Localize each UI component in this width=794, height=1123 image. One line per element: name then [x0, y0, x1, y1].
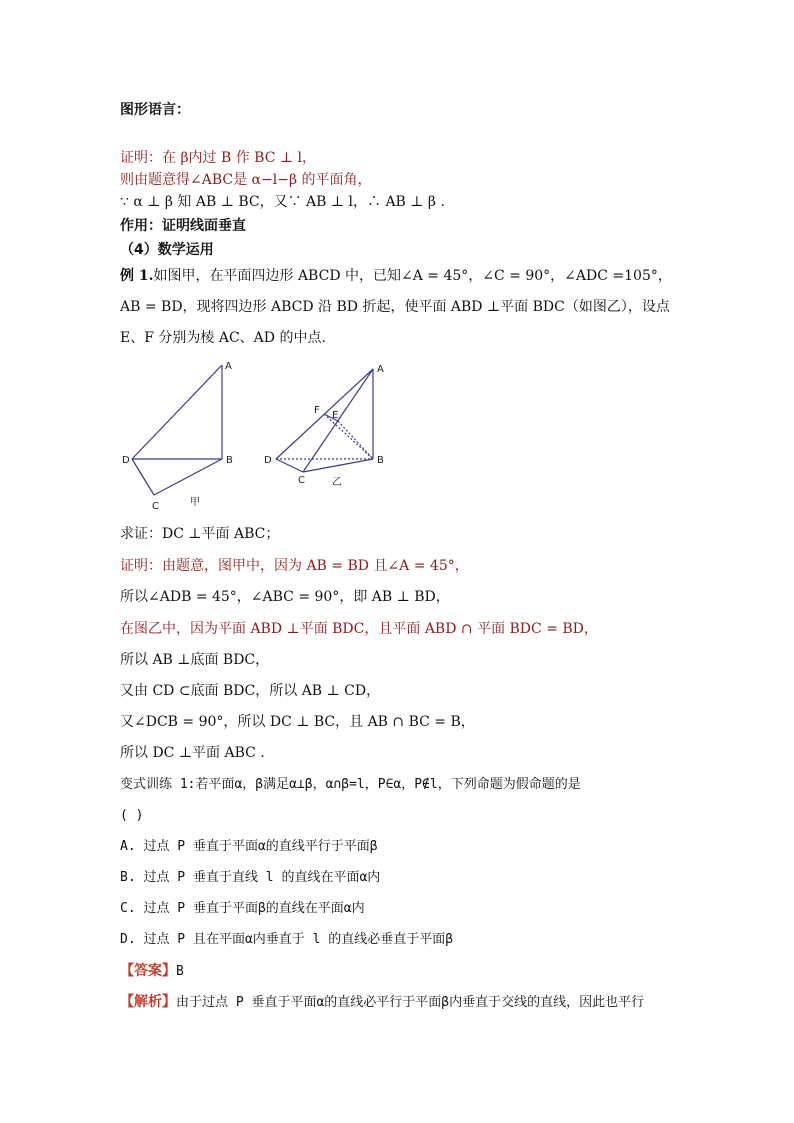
segment-ad-left — [132, 365, 222, 459]
caption-jia: 甲 — [190, 497, 200, 508]
label-a-left: A — [225, 361, 232, 372]
section-title-math-application: （4）数学运用 — [120, 242, 214, 258]
caption-yi: 乙 — [332, 477, 342, 488]
proof-a-line-2: 则由题意得∠ABC是 α−l−β 的平面角， — [120, 172, 372, 188]
segment-eb-right-hidden — [338, 421, 373, 459]
segment-cb-left — [154, 459, 222, 495]
figure-jia — [132, 365, 222, 495]
proof-a-line-3: ∵ α ⊥ β 知 AB ⊥ BC，又∵ AB ⊥ l，∴ AB ⊥ β . — [120, 194, 445, 210]
label-c-right: C — [298, 475, 305, 486]
option-b: B. 过点 P 垂直于直线 l 的直线在平面α内 — [120, 870, 381, 885]
example-line-1 — [120, 266, 672, 286]
label-b-right: B — [377, 455, 384, 466]
answer-value: B — [176, 964, 184, 979]
label-d-left: D — [122, 455, 130, 466]
proof-b-line-5: 又由 CD ⊂底面 BDC，所以 AB ⊥ CD， — [120, 683, 381, 699]
segment-cb-right — [303, 459, 373, 472]
option-a: A. 过点 P 垂直于平面α的直线平行于平面β — [120, 839, 378, 854]
label-e-right: E — [332, 410, 339, 421]
label-b-left: B — [226, 455, 233, 466]
segment-dc-right — [276, 459, 303, 472]
geometry-figure — [110, 355, 410, 515]
figure-yi — [276, 369, 373, 472]
analysis-line — [120, 992, 644, 1013]
analysis-text: 由于过点 P 垂直于平面α的直线必平行于平面β内垂直于交线的直线，因此也平行 — [176, 995, 645, 1010]
label-a-right: A — [377, 364, 384, 375]
segment-dc-left — [132, 459, 154, 495]
example-label: 例 1. — [120, 268, 154, 284]
answer-line — [120, 961, 184, 982]
example-line-3: E、F 分别为棱 AC、AD 的中点. — [120, 330, 326, 346]
analysis-tag: 【解析】 — [120, 994, 176, 1010]
option-d: D. 过点 P 且在平面α内垂直于 l 的直线必垂直于平面β — [120, 932, 454, 947]
prove-statement: 求证：DC ⊥平面 ABC； — [120, 526, 280, 542]
proof-b-line-2: 所以∠ADB = 45°，∠ABC = 90°，即 AB ⊥ BD， — [120, 589, 450, 605]
proof-b-line-1: 证明：由题意，图甲中，因为 AB = BD 且∠A = 45°， — [120, 558, 469, 574]
exercise-paren: ( ) — [120, 808, 144, 823]
section-heading-graphic-language: 图形语言： — [120, 102, 190, 118]
example-line-2: AB = BD，现将四边形 ABCD 沿 BD 折起，使平面 ABD ⊥平面 BDC（如图乙），设点 — [120, 299, 670, 315]
answer-tag: 【答案】 — [120, 963, 176, 979]
proof-b-line-7: 所以 DC ⊥平面 ABC . — [120, 745, 265, 761]
option-c: C. 过点 P 垂直于平面β的直线在平面α内 — [120, 901, 365, 916]
label-c-left: C — [152, 501, 159, 512]
proof-b-line-6: 又∠DCB = 90°，所以 DC ⊥ BC，且 AB ∩ BC = B， — [120, 714, 475, 730]
label-f-right: F — [314, 405, 320, 416]
exercise-stem: 变式训练 1:若平面α，β满足α⊥β，α∩β=l，P∈α，P∉l，下列命题为假命题的是 — [120, 777, 581, 792]
proof-b-line-4: 所以 AB ⊥底面 BDC， — [120, 652, 270, 668]
label-d-right: D — [264, 455, 272, 466]
proof-b-line-3: 在图乙中，因为平面 ABD ⊥平面 BDC，且平面 ABD ∩ 平面 BDC = BD， — [120, 621, 598, 637]
proof-a-line-1: 证明：在 β内过 B 作 BC ⊥ l， — [120, 150, 316, 166]
usage-line: 作用：证明线面垂直 — [120, 218, 246, 234]
example-text-1: 如图甲，在平面四边形 ABCD 中，已知∠A = 45°，∠C = 90°，∠ADC =105°， — [153, 268, 672, 284]
